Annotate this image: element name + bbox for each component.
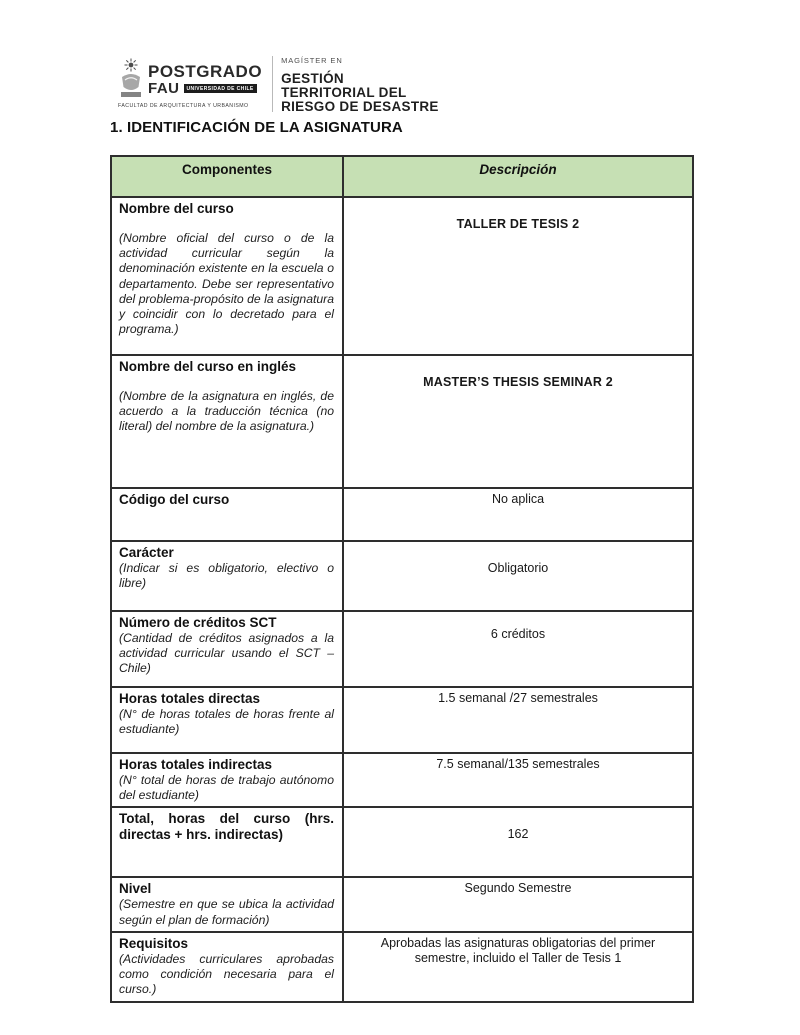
section-title: 1. IDENTIFICACIÓN DE LA ASIGNATURA [110, 119, 403, 136]
logo-fau-text: FAU [148, 80, 180, 97]
row-note: (Indicar si es obligatorio, electivo o libre) [119, 561, 334, 591]
table-row-requisitos [111, 932, 693, 1002]
program-title-block [281, 56, 439, 114]
col-header-descripcion: Descripción [343, 156, 693, 197]
col-header-componentes: Componentes [111, 156, 343, 197]
row-value: Segundo Semestre [343, 877, 693, 931]
table-row-nombre-en-ingles [111, 355, 693, 488]
university-seal-icon [118, 58, 144, 100]
row-value: Aprobadas las asignaturas obligatorias del primer semestre, incluido el Taller de Tesis 1 [343, 932, 693, 1002]
row-value: Obligatorio [343, 541, 693, 611]
universidad-de-chile-badge: UNIVERSIDAD DE CHILE [184, 84, 257, 93]
program-line-1: GESTIÓN [281, 71, 344, 86]
row-label-cell [111, 488, 343, 541]
row-value: 1.5 semanal /27 semestrales [343, 687, 693, 753]
row-note: (N° de horas totales de horas frente al estudiante) [119, 707, 334, 737]
row-label: Código del curso [119, 492, 230, 507]
row-label: Carácter [119, 545, 174, 560]
row-label-cell [111, 753, 343, 807]
row-label: Total, horas del curso (hrs. directas + hrs. indirectas) [119, 811, 334, 843]
row-value: 6 créditos [343, 611, 693, 687]
program-line-3: RIESGO DE DESASTRE [281, 99, 439, 114]
table-row-total-horas [111, 807, 693, 877]
table-row-nivel [111, 877, 693, 931]
table-row-caracter [111, 541, 693, 611]
table-row-horas-directas [111, 687, 693, 753]
row-value: 7.5 semanal/135 semestrales [343, 753, 693, 807]
fau-logo-block [118, 56, 262, 109]
row-label-cell [111, 807, 343, 877]
row-note: (Nombre de la asignatura en inglés, de acuerdo a la traducción técnica (no literal) del nombre de la asignatura.) [119, 389, 334, 434]
row-note: (Semestre en que se ubica la actividad según el plan de formación) [119, 897, 334, 927]
row-label: Horas totales indirectas [119, 757, 273, 772]
row-label-cell [111, 877, 343, 931]
table-row-creditos-sct [111, 611, 693, 687]
header-divider [272, 56, 273, 112]
row-label: Nivel [119, 881, 152, 897]
course-identification-table [110, 155, 694, 1003]
row-label-cell [111, 687, 343, 753]
row-value: TALLER DE TESIS 2 [343, 197, 693, 355]
row-note: (Cantidad de créditos asignados a la actividad curricular usando el SCT – Chile) [119, 631, 334, 676]
row-label-cell [111, 355, 343, 488]
logo-row [118, 56, 262, 100]
row-note: (N° total de horas de trabajo autónomo del estudiante) [119, 773, 334, 803]
logo-text-block [148, 56, 262, 96]
row-value: MASTER’S THESIS SEMINAR 2 [343, 355, 693, 488]
row-label: Número de créditos SCT [119, 615, 277, 630]
row-label-cell [111, 611, 343, 687]
table-row-horas-indirectas [111, 753, 693, 807]
row-label-cell [111, 197, 343, 355]
row-label: Nombre del curso [119, 201, 234, 216]
row-label: Requisitos [119, 935, 189, 951]
logo-fau-row [148, 81, 262, 96]
table-header-row [111, 156, 693, 197]
table-row-codigo-del-curso [111, 488, 693, 541]
logo-postgrado-text: POSTGRADO [148, 62, 263, 81]
row-value: No aplica [343, 488, 693, 541]
brand-header [118, 56, 439, 114]
faculty-caption: FACULTAD DE ARQUITECTURA Y URBANISMO [118, 103, 249, 109]
row-value: 162 [343, 807, 693, 877]
row-label-cell [111, 932, 343, 1002]
row-note: (Actividades curriculares aprobadas como condición necesaria para el curso.) [119, 951, 334, 997]
table-row-nombre-del-curso [111, 197, 693, 355]
row-note: (Nombre oficial del curso o de la actividad curricular según la denominación existente en la escuela o departamento. Debe ser representativo del problema-propósito de la asignatura y coincidir con lo decretado para el programa.) [119, 231, 334, 337]
program-kicker: MAGÍSTER EN [281, 56, 343, 65]
row-label-cell [111, 541, 343, 611]
row-label: Nombre del curso en inglés [119, 359, 297, 374]
row-label: Horas totales directas [119, 691, 261, 706]
program-line-2: TERRITORIAL DEL [281, 85, 407, 100]
